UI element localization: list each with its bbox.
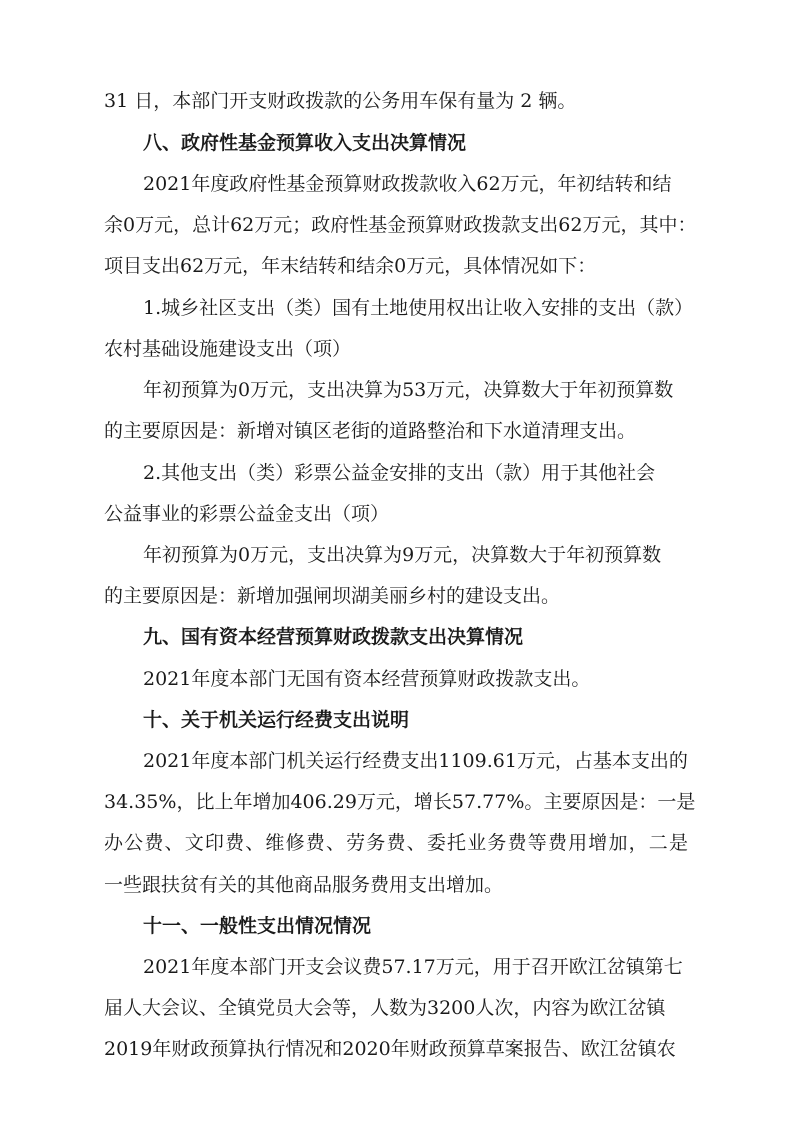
list-item-2: 2.其他支出（类）彩票公益金安排的支出（款）用于其他社会 (143, 462, 656, 484)
section-heading-8: 八、政府性基金预算收入支出决算情况 (143, 132, 467, 154)
paragraph-line: 农村基础设施建设支出（项） (104, 338, 352, 360)
paragraph-line: 届人大会议、全镇党员大会等，人数为3200人次，内容为欧江岔镇 (104, 997, 666, 1019)
section-heading-11: 十一、一般性支出情况情况 (143, 915, 372, 937)
section-heading-9: 九、国有资本经营预算财政拨款支出决算情况 (143, 626, 524, 648)
paragraph-line: 一些跟扶贫有关的其他商品服务费用支出增加。 (104, 874, 504, 896)
paragraph-line: 2021年度本部门无国有资本经营预算财政拨款支出。 (143, 668, 591, 690)
paragraph-line: 2021年度本部门开支会议费57.17万元，用于召开欧江岔镇第七 (143, 956, 683, 978)
paragraph-line: 年初预算为0万元，支出决算为9万元，决算数大于年初预算数 (143, 544, 662, 566)
paragraph-line: 的主要原因是：新增对镇区老街的道路整治和下水道清理支出。 (104, 420, 637, 442)
paragraph-line: 2021年度本部门机关运行经费支出1109.61万元，占基本支出的 (143, 750, 688, 772)
paragraph-line: 公益事业的彩票公益金支出（项） (104, 503, 390, 525)
paragraph-line: 34.35%，比上年增加406.29万元，增长57.77%。主要原因是：一是 (104, 791, 696, 813)
section-heading-10: 十、关于机关运行经费支出说明 (143, 709, 410, 731)
paragraph-line: 2019年财政预算执行情况和2020年财政预算草案报告、欧江岔镇农 (104, 1038, 676, 1060)
paragraph-line: 2021年度政府性基金预算财政拨款收入62万元，年初结转和结 (143, 173, 672, 195)
paragraph-line: 项目支出62万元，年末结转和结余0万元，具体情况如下： (104, 255, 597, 277)
paragraph-line: 的主要原因是：新增加强闸坝湖美丽乡村的建设支出。 (104, 585, 561, 607)
paragraph-line: 办公费、文印费、维修费、劳务费、委托业务费等费用增加，二是 (104, 832, 688, 854)
paragraph-line: 余0万元，总计62万元；政府性基金预算财政拨款支出62万元，其中： (104, 214, 697, 236)
list-item-1: 1.城乡社区支出（类）国有土地使用权出让收入安排的支出（款） (143, 297, 694, 319)
paragraph-line: 年初预算为0万元，支出决算为53万元，决算数大于年初预算数 (143, 379, 674, 401)
paragraph-line: 31 日，本部门开支财政拨款的公务用车保有量为 2 辆。 (104, 90, 577, 112)
